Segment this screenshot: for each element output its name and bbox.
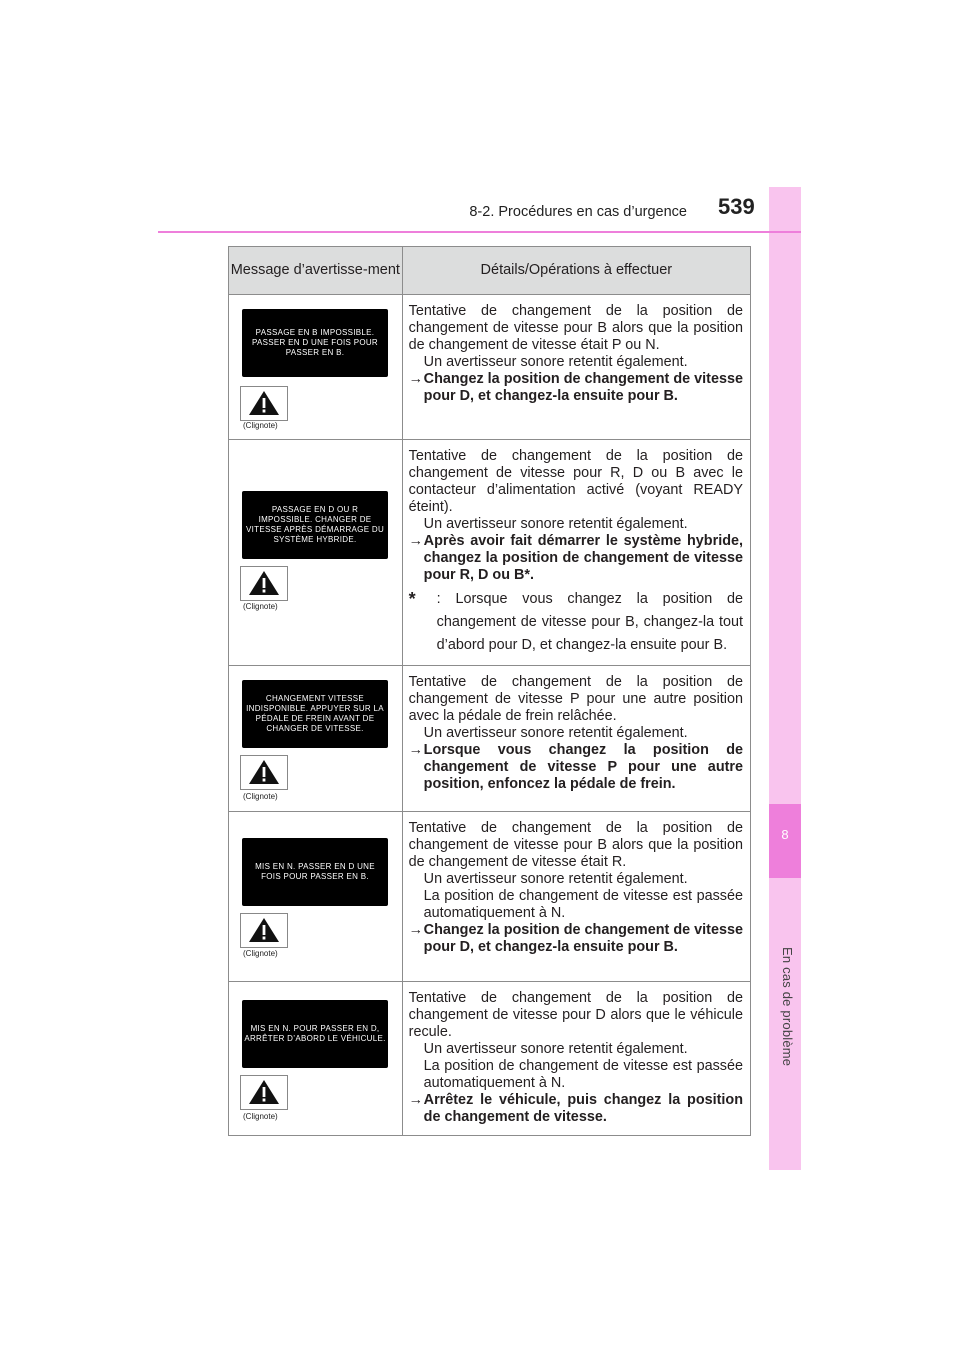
buzzer-text: Un avertisseur sonore retentit également. (423, 516, 688, 532)
situation-text: Tentative de changement de la position de changement de vitesse pour R, D ou B avec le contacteur d’alimentation activé (voyant READY éteint). (408, 448, 743, 515)
chapter-title: En cas de problème (780, 947, 795, 1067)
warning-triangle-icon (248, 759, 280, 785)
table-row (229, 666, 751, 812)
details-cell (402, 440, 750, 666)
blink-label: (Clignote) (243, 602, 278, 611)
warning-icon-box (240, 386, 288, 421)
arrow-icon: → (408, 922, 424, 938)
table-row (229, 295, 751, 440)
action-item (409, 1092, 743, 1126)
action-text: Arrêtez le véhicule, puis changez la position de changement de vitesse. (423, 1092, 743, 1125)
action-text: Changez la position de changement de vitesse pour D, et changez-la ensuite pour B. (423, 922, 743, 955)
header-rule (158, 231, 801, 233)
details-cell (402, 666, 750, 812)
blink-label: (Clignote) (243, 421, 278, 430)
display-message-image: PASSAGE EN B IMPOSSIBLE. PASSER EN D UNE FOIS POUR PASSER EN B. (242, 309, 388, 377)
chapter-sidebar (769, 187, 801, 1170)
blink-label: (Clignote) (243, 1112, 278, 1121)
message-image-cell (229, 666, 403, 812)
arrow-icon: → (408, 742, 424, 758)
display-message-image: PASSAGE EN D OU R IMPOSSIBLE. CHANGER DE VITESSE APRÈS DÉMARRAGE DU SYSTÈME HYBRIDE. (242, 491, 388, 559)
warning-triangle-icon (248, 570, 280, 596)
column-header-message: Message d’avertisse-ment (229, 247, 403, 295)
buzzer-text: Un avertisseur sonore retentit également. (423, 1041, 688, 1057)
arrow-icon: → (408, 533, 424, 549)
action-item (409, 922, 743, 956)
warning-triangle-icon (248, 390, 280, 416)
buzzer-text: Un avertisseur sonore retentit également. (423, 354, 688, 370)
footnote (409, 588, 743, 657)
table-row (229, 812, 751, 982)
situation-text: Tentative de changement de la position de changement de vitesse pour B alors que la position de changement de vitesse était P ou N. (408, 303, 743, 353)
blink-label: (Clignote) (243, 949, 278, 958)
display-message-image: MIS EN N. POUR PASSER EN D, ARRÊTER D’ABORD LE VÉHICULE. (242, 1000, 388, 1068)
auto-neutral-text: La position de changement de vitesse est passée automatiquement à N. (423, 1058, 743, 1091)
action-item (409, 533, 743, 584)
situation-text: Tentative de changement de la position de changement de vitesse pour B alors que la position de changement de vitesse était R. (408, 820, 743, 870)
warning-icon-box (240, 913, 288, 948)
details-cell (402, 812, 750, 982)
warning-triangle-icon (248, 1079, 280, 1105)
section-title: 8-2. Procédures en cas d’urgence (469, 204, 687, 220)
warning-message-table (228, 246, 751, 1136)
arrow-icon: → (408, 1092, 424, 1108)
asterisk-icon: * (408, 589, 416, 609)
message-image-cell (229, 295, 403, 440)
message-image-cell (229, 440, 403, 666)
details-cell (402, 295, 750, 440)
column-header-details: Détails/Opérations à effectuer (402, 247, 750, 295)
warning-icon-box (240, 755, 288, 790)
action-item (409, 742, 743, 793)
page-number: 539 (718, 194, 755, 219)
message-image-cell (229, 982, 403, 1136)
details-cell (402, 982, 750, 1136)
display-message-image: MIS EN N. PASSER EN D UNE FOIS POUR PASSER EN B. (242, 838, 388, 906)
footnote-text: : Lorsque vous changez la position de changement de vitesse pour B, changez-la tout d’abord pour D, et changez-la ensuite pour B. (436, 591, 743, 653)
buzzer-text: Un avertisseur sonore retentit également. (423, 725, 688, 741)
blink-label: (Clignote) (243, 792, 278, 801)
table-row (229, 440, 751, 666)
table-header-row (229, 247, 751, 295)
display-message-image: CHANGEMENT VITESSE INDISPONIBLE. APPUYER SUR LA PÉDALE DE FREIN AVANT DE CHANGER DE VITESSE. (242, 680, 388, 748)
chapter-number: 8 (781, 827, 789, 842)
arrow-icon: → (408, 371, 424, 387)
auto-neutral-text: La position de changement de vitesse est passée automatiquement à N. (423, 888, 743, 921)
action-text: Lorsque vous changez la position de changement de vitesse P pour une autre position, enfoncez la pédale de frein. (423, 742, 743, 792)
warning-triangle-icon (248, 917, 280, 943)
warning-icon-box (240, 1075, 288, 1110)
message-image-cell (229, 812, 403, 982)
action-text: Après avoir fait démarrer le système hybride, changez la position de changement de vitesse pour R, D ou B*. (423, 533, 743, 583)
buzzer-text: Un avertisseur sonore retentit également. (423, 871, 688, 887)
situation-text: Tentative de changement de la position de changement de vitesse P pour une autre position avec la pédale de frein relâchée. (408, 674, 743, 724)
action-item (409, 371, 743, 405)
situation-text: Tentative de changement de la position de changement de vitesse pour D alors que le véhicule recule. (408, 990, 743, 1040)
warning-icon-box (240, 566, 288, 601)
action-text: Changez la position de changement de vitesse pour D, et changez-la ensuite pour B. (423, 371, 743, 404)
table-row (229, 982, 751, 1136)
